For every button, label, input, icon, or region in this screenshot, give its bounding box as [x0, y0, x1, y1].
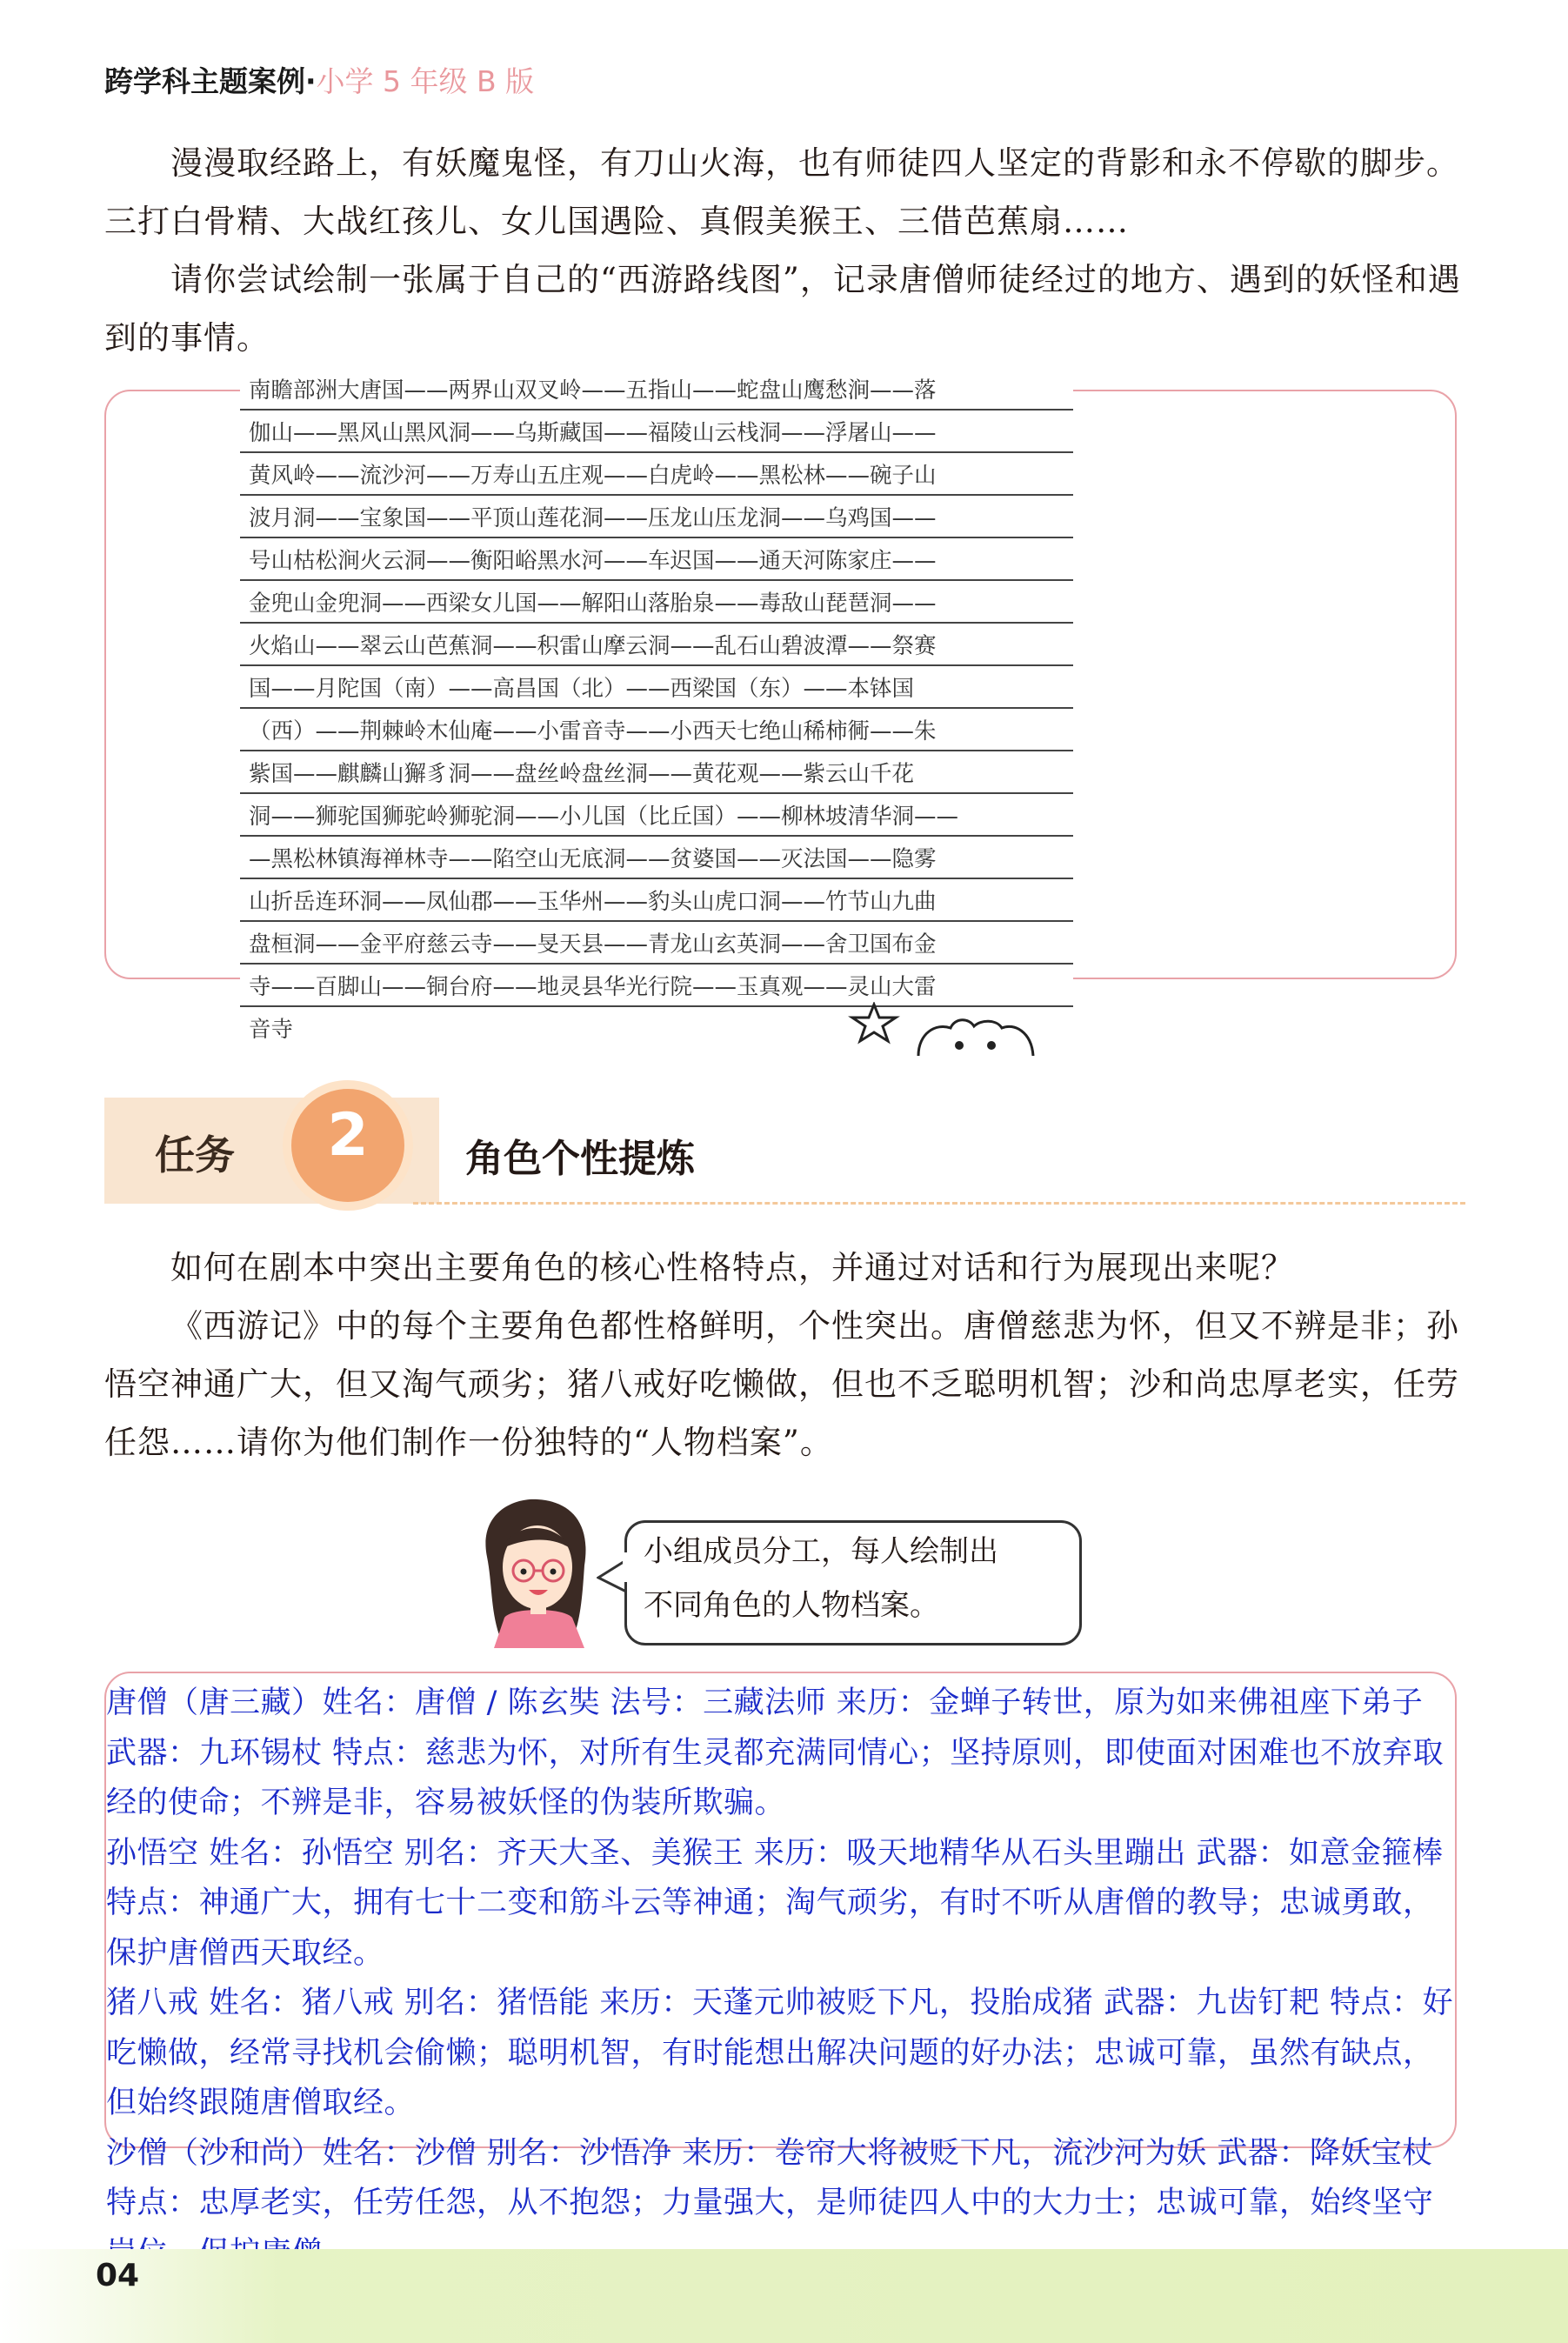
profile-sun-wukong: 孙悟空 姓名：孙悟空 别名：齐天大圣、美猴王 来历：吸天地精华从石头里蹦出 武器：如意金箍棒 特点：神通广大，拥有七十二变和筋斗云等神通；淘气顽劣，有时不听从唐僧的教导；忠诚勇敢，保护唐僧西天取经。 — [106, 1835, 1444, 1971]
route-line: 国——月陀国（南）——高昌国（北）——西梁国（东）——本钵国 — [240, 669, 1073, 709]
profile-sha-seng: 沙僧（沙和尚）姓名：沙僧 别名：沙悟净 来历：卷帘大将被贬下凡，流沙河为妖 武器：降妖宝杖 特点：忠厚老实，任劳任怨，从不抱怨；力量强大，是师徒四人中的大力士；忠诚可靠，始终坚守 — [106, 2135, 1434, 2220]
route-line: 寺——百脚山——铜台府——地灵县华光行院——玉真观——灵山大雷 — [240, 967, 1073, 1007]
route-line: 号山枯松涧火云洞——衡阳峪黑水河——车迟国——通天河陈家庄—— — [240, 541, 1073, 581]
task-label: 任务 — [155, 1131, 235, 1178]
task-title: 角色个性提炼 — [465, 1137, 695, 1181]
route-line: 洞——狮驼国狮驼岭狮驼洞——小儿国（比丘国）——柳林坡清华洞—— — [240, 797, 1073, 837]
route-line: 紫国——麒麟山獬豸洞——盘丝岭盘丝洞——黄花观——紫云山千花 — [240, 754, 1073, 794]
page-header — [104, 59, 534, 100]
task-divider — [413, 1202, 1465, 1205]
route-map-lines — [240, 370, 1073, 1052]
route-line: 黄风岭——流沙河——万寿山五庄观——白虎岭——黑松林——碗子山 — [240, 456, 1073, 496]
speech-bubble-line-2: 不同角色的人物档案。 — [644, 1588, 939, 1623]
series-title: 跨学科主题案例 — [104, 64, 305, 98]
profile-tang-seng: 唐僧（唐三藏）姓名：唐僧 / 陈玄奘 法号：三藏法师 来历：金蝉子转世，原为如来佛祖座下弟子 武器：九环锡杖 特点：慈悲为怀，对所有生灵都充满同情心；坚持原则，即使面对困难也不放弃取经的使命；不辨是非，容易被妖怪的伪装所欺骗。 — [106, 1685, 1445, 1820]
route-line: 火焰山——翠云山芭蕉洞——积雷山摩云洞——乱石山碧波潭——祭赛 — [240, 626, 1073, 666]
task-intro-paragraph-1: 如何在剧本中突出主要角色的核心性格特点，并通过对话和行为展现出来呢？ — [170, 1249, 1294, 1286]
speech-bubble-text — [644, 1525, 1078, 1632]
intro-section — [104, 134, 1461, 367]
teacher-avatar-icon — [470, 1496, 600, 1648]
star-icon — [848, 1002, 900, 1045]
page-number: 04 — [96, 2258, 140, 2293]
speech-bubble-line-1: 小组成员分工，每人绘制出 — [644, 1534, 998, 1569]
intro-paragraph-1: 漫漫取经路上，有妖魔鬼怪，有刀山火海，也有师徒四人坚定的背影和永不停歇的脚步。三打白骨精、大战红孩儿、女儿国遇险、真假美猴王、三借芭蕉扇…… — [104, 144, 1459, 240]
route-line: 伽山——黑风山黑风洞——乌斯藏国——福陵山云栈洞——浮屠山—— — [240, 413, 1073, 453]
route-line: （西）——荆棘岭木仙庵——小雷音寺——小西天七绝山稀柿衕——朱 — [240, 711, 1073, 751]
bear-doodle-icon — [911, 1016, 1042, 1056]
header-separator: · — [305, 64, 317, 98]
intro-paragraph-2: 请你尝试绘制一张属于自己的“西游路线图”，记录唐僧师徒经过的地方、遇到的妖怪和遇到的事情。 — [104, 261, 1461, 357]
route-line: —黑松林镇海禅林寺——陷空山无底洞——贫婆国——灭法国——隐雾 — [240, 839, 1073, 879]
profile-zhu-bajie: 猪八戒 姓名：猪八戒 别名：猪悟能 来历：天蓬元帅被贬下凡，投胎成猪 武器：九齿钉耙 特点：好吃懒做，经常寻找机会偷懒；聪明机智，有时能想出解决问题的好办法；忠诚可靠，虽然有缺点，但始终跟随唐僧取经。 — [106, 1986, 1454, 2120]
task-intro-paragraph-2: 《西游记》中的每个主要角色都性格鲜明，个性突出。唐僧慈悲为怀，但又不辨是非；孙悟空神通广大，但又淘气顽劣；猪八戒好吃懒做，但也不乏聪明机智；沙和尚忠厚老实，任劳任怨……请你为他们制作一份独特的“人物档案”。 — [104, 1307, 1459, 1461]
route-line: 盘桓洞——金平府慈云寺——旻天县——青龙山玄英洞——舍卫国布金 — [240, 925, 1073, 965]
character-profiles — [106, 1679, 1458, 2279]
header-subtitle: 小学 5 年级 B 版 — [316, 64, 535, 98]
bubble-tail-cover — [623, 1552, 631, 1582]
route-line: 南瞻部洲大唐国——两界山双叉岭——五指山——蛇盘山鹰愁涧——落 — [240, 370, 1073, 411]
route-line: 山折岳连环洞——凤仙郡——玉华州——豹头山虎口洞——竹节山九曲 — [240, 882, 1073, 922]
task-intro-section — [104, 1238, 1461, 1472]
footer-bar — [0, 2249, 1568, 2343]
route-line: 金兜山金兜洞——西梁女儿国——解阳山落胎泉——毒敌山琵琶洞—— — [240, 584, 1073, 624]
route-line: 波月洞——宝象国——平顶山莲花洞——压龙山压龙洞——乌鸡国—— — [240, 498, 1073, 538]
route-line: 音寺 — [249, 1017, 294, 1043]
task-number: 2 — [327, 1101, 369, 1170]
